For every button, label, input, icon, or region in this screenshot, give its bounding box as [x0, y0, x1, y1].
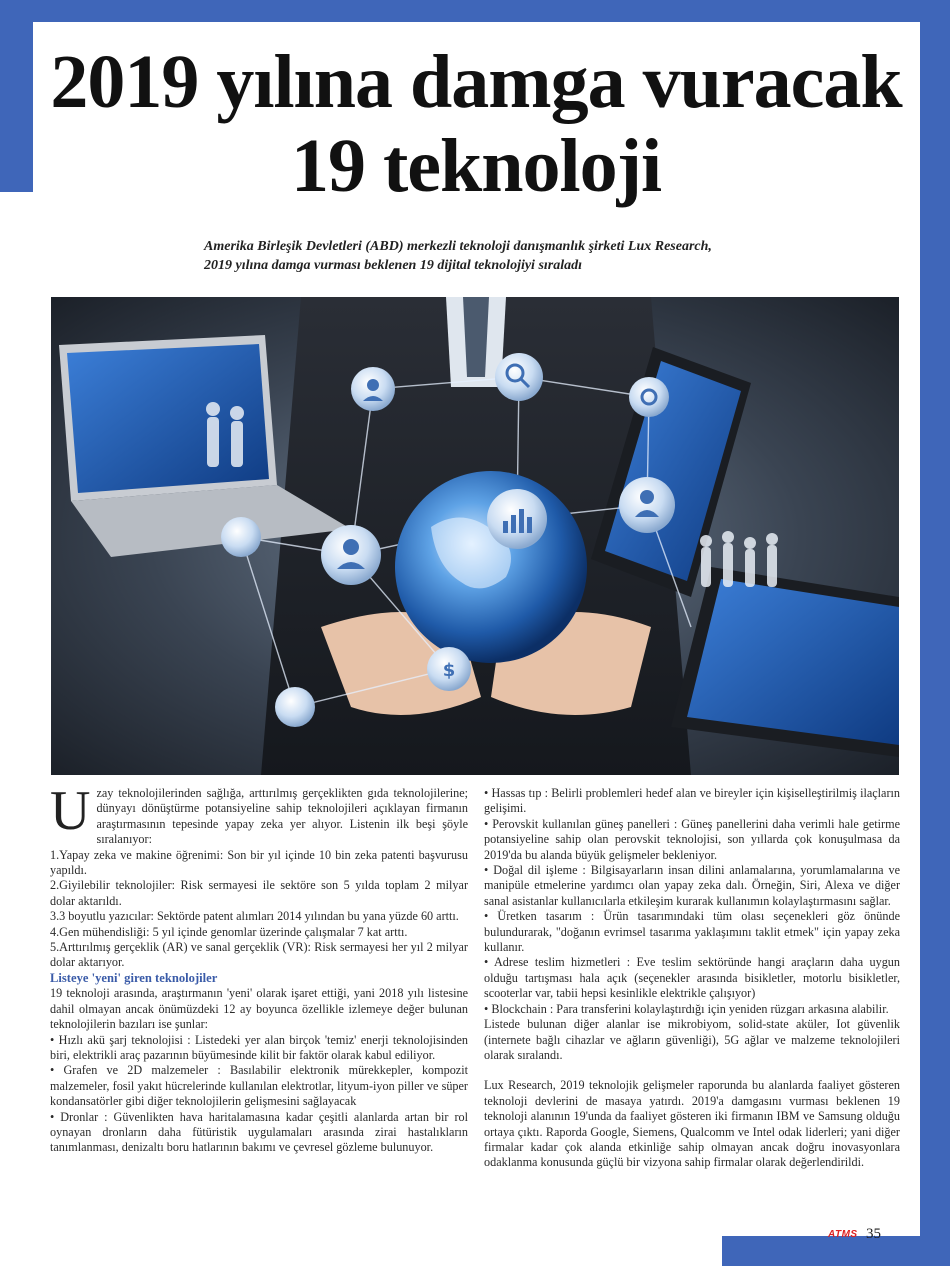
- svg-text:$: $: [442, 660, 456, 681]
- bullet-item: • Hassas tıp : Belirli problemleri hedef alan ve bireyler için kişiselleştirilmiş ilaçların gelişimi.: [484, 786, 900, 816]
- bullet-item: • Grafen ve 2D malzemeler : Basılabilir elektronik mürekkepler, kompozit malzemeler, fosil yakıt hücrelerinde kullanılan elektrotlar, lityum-iyon piller ve süper kondansatörler gibi diğer teknolojilerin gelişmesini sağlayacak: [50, 1063, 468, 1109]
- subtitle-line-1: Amerika Birleşik Devletleri (ABD) merkezli teknoloji danışmanlık şirketi Lux Research,: [204, 239, 712, 254]
- top-color-band: [0, 0, 950, 22]
- dropcap: U: [50, 780, 91, 842]
- right-color-band: [920, 0, 950, 1266]
- article-subtitle: [204, 237, 844, 275]
- bullet-item: • Adrese teslim hizmetleri : Eve teslim sektöründe hangi araçların daha uygun olduğu tartışması hala açık (seçenekler arasında bisikletler, motorlu bisikletler, scooterlar var, tabii hepsi kesinlikle elektrikle çalışıyor): [484, 955, 900, 1001]
- phone-icon: [221, 517, 261, 557]
- bullet-item: • Blockchain : Para transferini kolaylaştırdığı için yeniden rüzgarı arkasına alabilir.: [484, 1001, 889, 1016]
- section-heading: Listeye 'yeni' giren teknolojiler: [50, 970, 218, 985]
- gear-icon: [629, 377, 669, 417]
- paragraph-gap: [484, 1063, 900, 1078]
- list-item: 4.Gen mühendisliği: 5 yıl içinde genomlar üzerinde çalışmalar 7 kat arttı.: [50, 924, 408, 939]
- bullet-item: • Üretken tasarım : Ürün tasarımındaki tüm olası seçenekleri göz önünde bulundurarak, "doğanın evrimsel tasarıma yaklaşımını taklit etmek" için yapay zeka kullanır.: [484, 909, 900, 955]
- list-item: 1.Yapay zeka ve makine öğrenimi: Son bir yıl içinde 10 bin zeka patenti başvurusu yapıldı.: [50, 847, 468, 878]
- section-intro: 19 teknoloji arasında, araştırmanın 'yeni' olarak işaret ettiği, yani 2018 yılı listesine dahil olmayan ancak önümüzdeki 12 ay boyunca özellikle izlemeye değer bulunan teknolojilerin bazıları ise şunlar:: [50, 986, 468, 1032]
- user-icon: [619, 477, 675, 533]
- intro-text: zay teknolojilerinden sağlığa, arttırılmış gerçeklikten gıda teknolojilerine; dünyayı dönüştürme potansiyeline sahip teknolojileri açıklayan firmanın araştırmasının tepesinde yapay zeka yer alıyor. Listenin ilk beşi şöyle sıralanıyor:: [96, 786, 468, 847]
- list-item: 5.Arttırılmış gerçeklik (AR) ve sanal gerçeklik (VR): Risk sermayesi her yıl 2 milyar dolar aktarıyor.: [50, 940, 468, 970]
- page-title: [36, 40, 916, 208]
- list-item: 3.3 boyutlu yazıcılar: Sektörde patent alımları 2014 yılından bu yana yüzde 60 arttı.: [50, 909, 459, 924]
- tablet-screen: [687, 579, 899, 745]
- bullet-item: • Perovskit kullanılan güneş panelleri : Güneş panellerini daha verimli hale getirme potansiyeline sahip olan perovskit teknolojisi, son yıllarda çok konuşulmasa da 2019'da bu alanda büyük gelişmeler bekleniyor.: [484, 816, 900, 862]
- article-column-right: [484, 786, 900, 1171]
- intro-paragraph: [50, 780, 468, 848]
- hero-image: [51, 297, 899, 775]
- bullet-item: • Hızlı akü şarj teknolojisi : Listedeki yer alan birçok 'temiz' enerji teknolojisinden biri, elektrikli araç pazarının büyümesinde kilit bir faktör olarak kabul ediliyor.: [50, 1032, 468, 1062]
- bottom-color-band: [722, 1236, 950, 1266]
- list-item: 2.Giyilebilir teknolojiler: Risk sermayesi ile sektöre son 5 yılda toplam 2 milyar dolar aktarıldı.: [50, 878, 468, 908]
- left-color-band: [0, 0, 33, 192]
- chart-icon: [487, 489, 547, 549]
- closing-paragraph: Lux Research, 2019 teknolojik gelişmeler raporunda bu alanlarda faaliyet gösteren teknoloji devlerini de masaya yatırdı. 2019'a damgasını vurması beklenen 19 teknoloji alanının 19'unda da faaliyet gösteren iki firmanın IBM ve Samsung olduğu ortaya çıktı. Raporda Google, Siemens, Qualcomm ve Intel odak liderleri; yani diğer firmalar kadar çok alanda etkinliğe sahip olmayan ancak doğru inovasyonlara odaklanma konusunda güçlü bir vizyona sahip firmalar olarak değerlendirildi.: [484, 1078, 900, 1170]
- lightbulb-icon: [275, 687, 315, 727]
- page-number: 35: [866, 1226, 881, 1242]
- article-column-left: [50, 780, 468, 1156]
- subtitle-line-2: 2019 yılına damga vurması beklenen 19 dijital teknolojiyi sıraladı: [204, 258, 583, 273]
- title-line-1: 2019 yılına damga vuracak: [50, 40, 902, 124]
- closing-paragraph: Listede bulunan diğer alanlar ise mikrobiyom, solid-state aküler, Iot güvenlik (internete bağlı cihazlar ve ağların güvenliği), 5G ağlar ve malzeme teknolojileri olarak sıralandı.: [484, 1017, 900, 1062]
- title-line-2: 19 teknoloji: [290, 124, 662, 208]
- magazine-logo: ATMS: [828, 1229, 858, 1240]
- hero-illustration: [51, 297, 899, 775]
- tie-shape: [463, 297, 489, 377]
- bullet-item: • Doğal dil işleme : Bilgisayarların insan dilini anlamalarına, yorumlamalarına ve manipüle etmelerine yardımcı olan yapay zeka dalı. Örneğin, Siri, Alexa ve diğer sanal asistanlar kullanıcılarla etkileşim kurarak kullanımın kolaylaştırmasını sağlar.: [484, 863, 900, 908]
- bullet-item: • Dronlar : Güvenlikten hava haritalamasına kadar çeşitli alanlarda artan bir rol oynayan dronların daha fütüristik uygulamaları arasında zirai hastalıkların tanımlanması, denizaltı boru hatlarının bakımı ve çevresel gözleme bulunuyor.: [50, 1109, 468, 1155]
- search-icon: [495, 353, 543, 401]
